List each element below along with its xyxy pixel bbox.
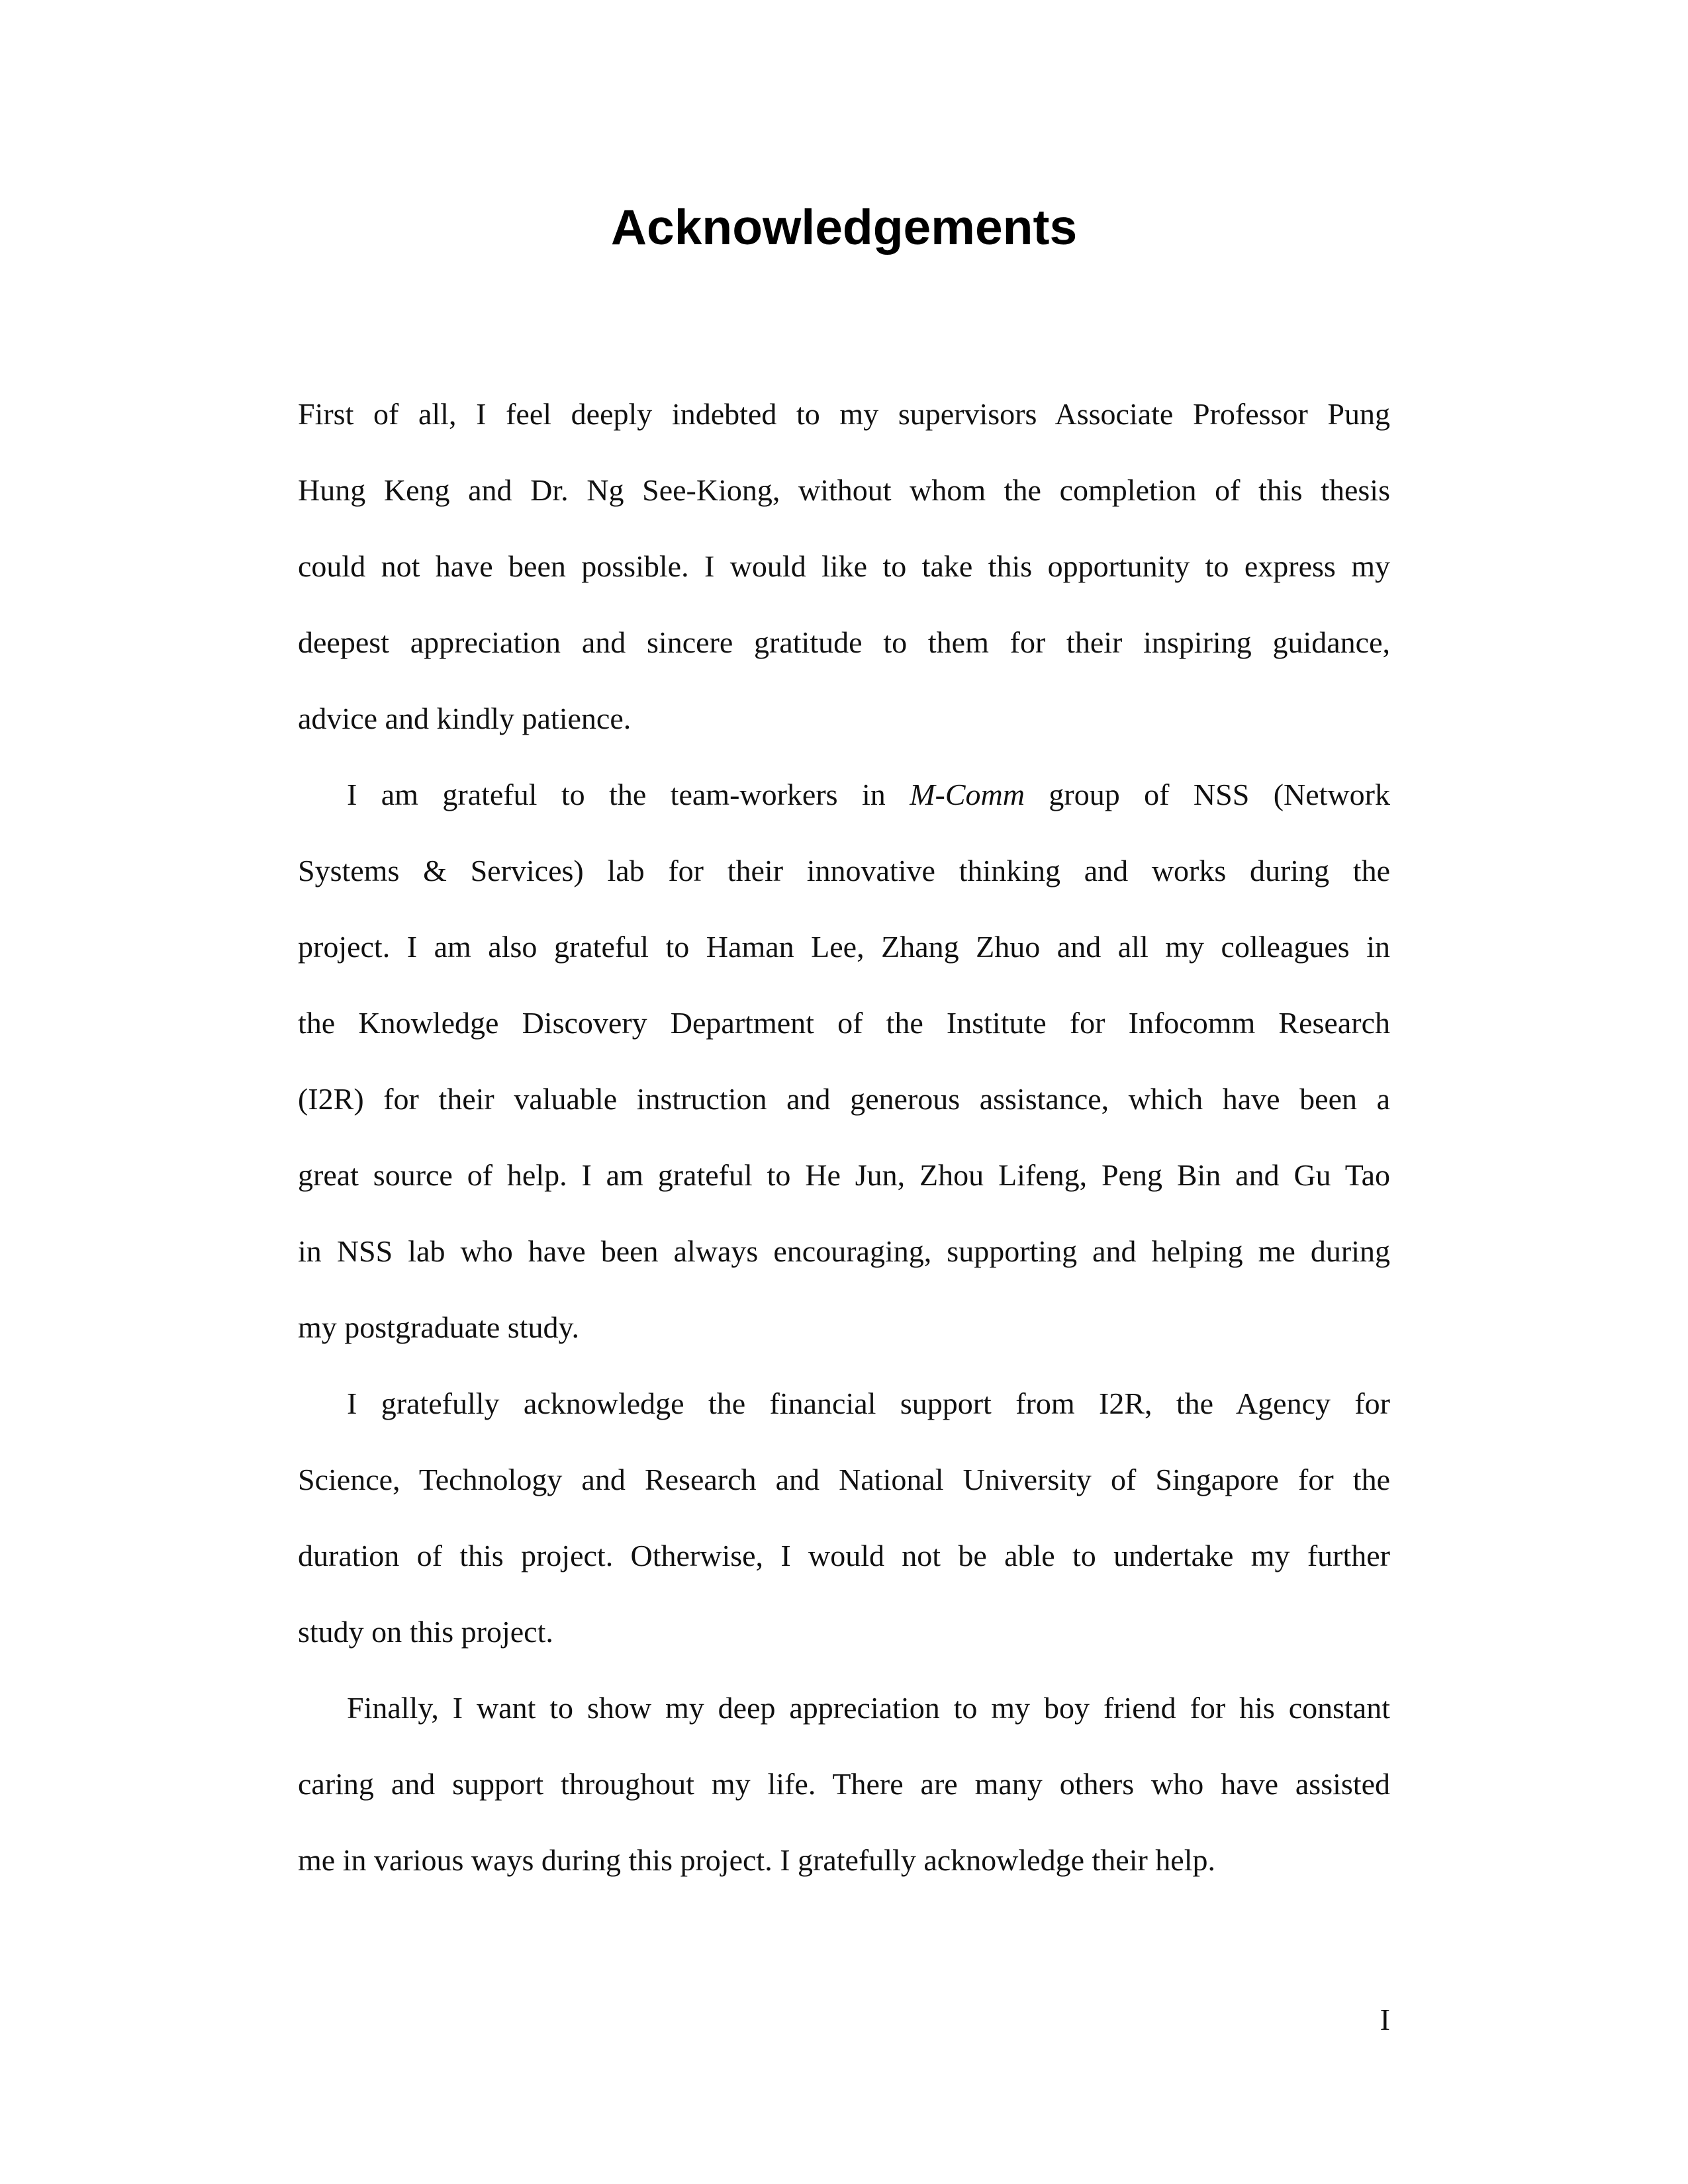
paragraph-4-line-2: caring and support throughout my life. There are many others who have assisted	[298, 1767, 1390, 1801]
acknowledgements-body	[298, 376, 1390, 1898]
paragraph-1-line-4: deepest appreciation and sincere gratitude to them for their inspiring guidance,	[298, 625, 1390, 659]
paragraph-2-line-1	[298, 756, 1390, 833]
paragraph-2-line-2: Systems & Services) lab for their innovative thinking and works during the	[298, 854, 1390, 887]
paragraph-2-line-5: (I2R) for their valuable instruction and generous assistance, which have been a	[298, 1082, 1390, 1116]
paragraph-2-text-before: I am grateful to the team-workers in	[347, 778, 910, 811]
paragraph-3-line-3: duration of this project. Otherwise, I would not be able to undertake my further	[298, 1539, 1390, 1572]
paragraph-1-line-2: Hung Keng and Dr. Ng See-Kiong, without whom the completion of this thesis	[298, 473, 1390, 507]
paragraph-3-line-2: Science, Technology and Research and National University of Singapore for the	[298, 1463, 1390, 1496]
page-number: I	[1380, 2003, 1390, 2036]
paragraph-4-line-1: Finally, I want to show my deep appreciation to my boy friend for his constant	[347, 1691, 1390, 1725]
paragraph-2-line-8: my postgraduate study.	[298, 1310, 580, 1344]
paragraph-2-line-7: in NSS lab who have been always encouraging, supporting and helping me during	[298, 1234, 1390, 1268]
paragraph-2-line-6: great source of help. I am grateful to He Jun, Zhou Lifeng, Peng Bin and Gu Tao	[298, 1158, 1390, 1192]
paragraph-2-line-4: the Knowledge Discovery Department of the Institute for Infocomm Research	[298, 1006, 1390, 1040]
paragraph-3-line-1: I gratefully acknowledge the financial support from I2R, the Agency for	[347, 1387, 1390, 1420]
paragraph-2-line-3: project. I am also grateful to Haman Lee, Zhang Zhuo and all my colleagues in	[298, 930, 1390, 964]
paragraph-3-line-4: study on this project.	[298, 1615, 553, 1649]
paragraph-1-line-3: could not have been possible. I would like to take this opportunity to express my	[298, 549, 1390, 583]
paragraph-2-text-after: group of NSS (Network	[1024, 778, 1391, 811]
paragraph-1-line-5: advice and kindly patience.	[298, 702, 632, 735]
project-name-emphasis: M-Comm	[910, 778, 1025, 811]
paragraph-1-line-1: First of all, I feel deeply indebted to my supervisors Associate Professor Pung	[298, 397, 1390, 431]
paragraph-4-line-3: me in various ways during this project. I gratefully acknowledge their help.	[298, 1843, 1215, 1877]
page-title: Acknowledgements	[610, 199, 1078, 255]
